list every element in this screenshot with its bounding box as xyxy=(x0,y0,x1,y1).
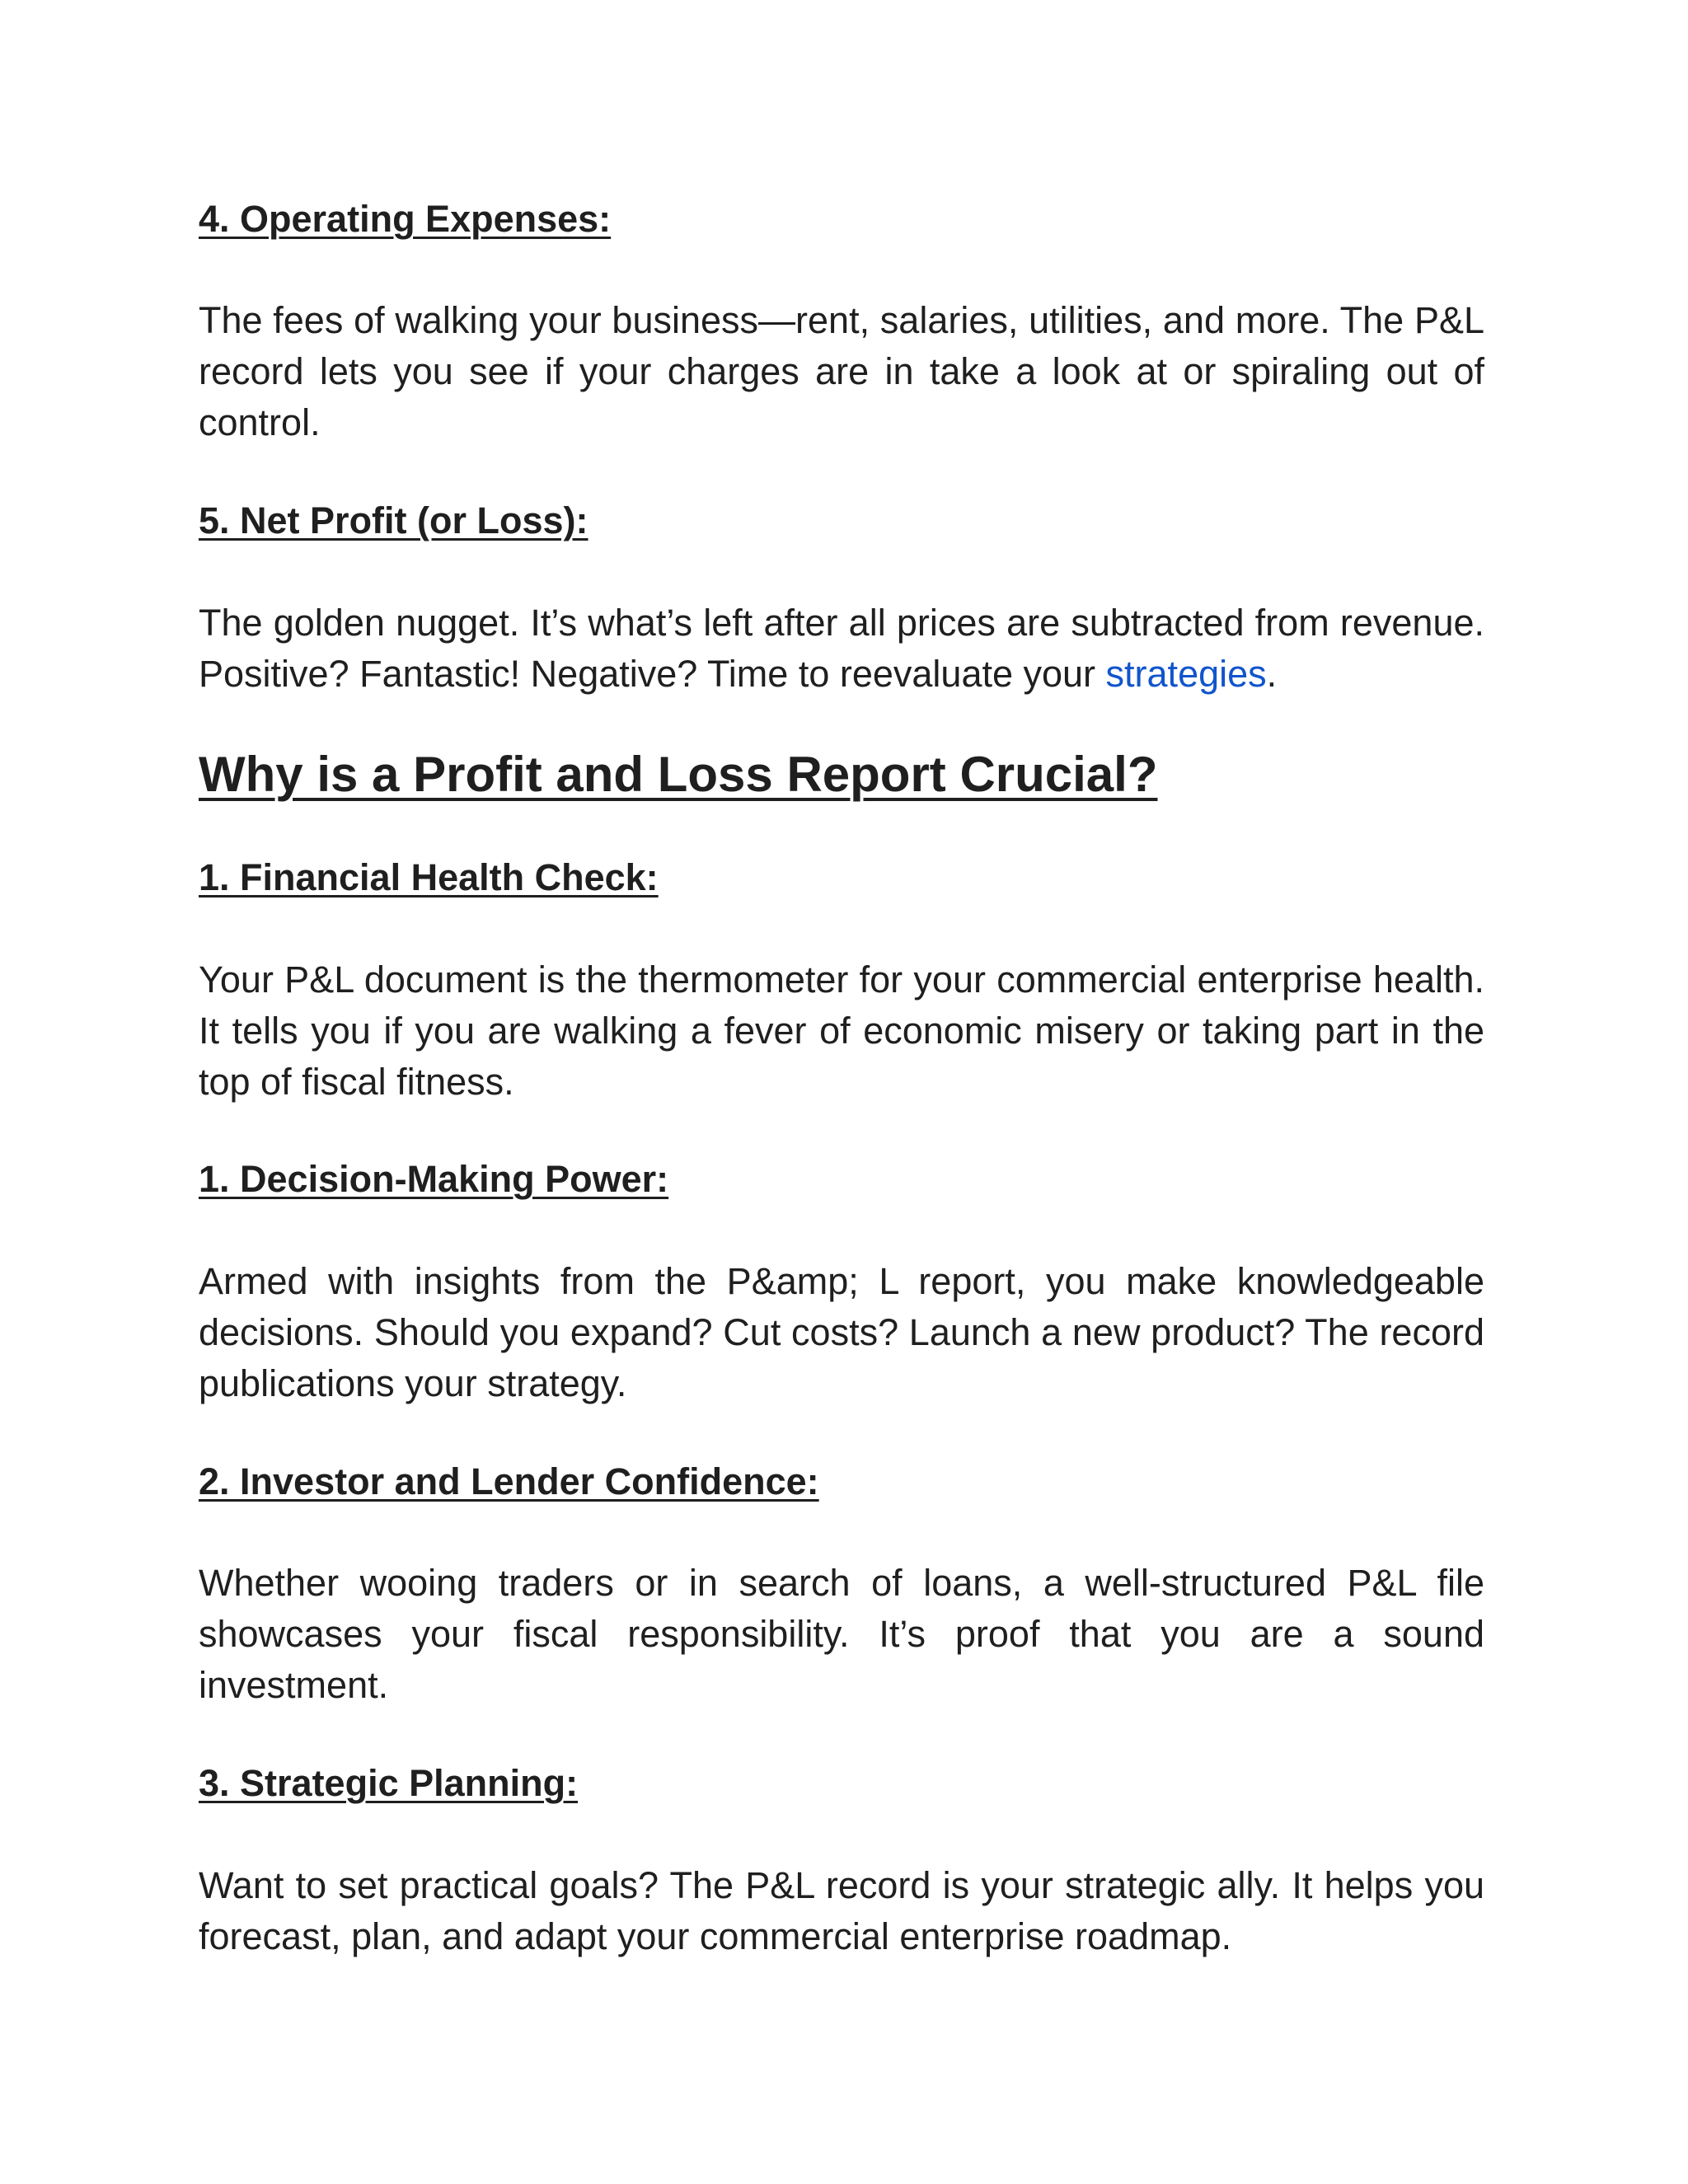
paragraph-decision-making: Armed with insights from the P&amp; L report, you make knowledgeable decisions. Should you expand? Cut costs? Launch a new product? The record publications your strategy. xyxy=(199,1260,1484,1404)
section-heading-investor-confidence: 2. Investor and Lender Confidence: xyxy=(199,1460,819,1502)
section-heading-strategic-planning: 3. Strategic Planning: xyxy=(199,1762,579,1804)
paragraph-investor-confidence: Whether wooing traders or in search of loans, a well-structured P&L file showcases your fiscal responsibility. It’s proof that you are a sound investment. xyxy=(199,1562,1484,1706)
section-title-why-crucial: Why is a Profit and Loss Report Crucial? xyxy=(199,747,1158,802)
paragraph-net-profit xyxy=(199,598,1484,700)
paragraph-strategic-planning: Want to set practical goals? The P&L record is your strategic ally. It helps you forecast, plan, and adapt your commercial enterprise roadmap. xyxy=(199,1864,1484,1957)
section-heading-financial-health: 1. Financial Health Check: xyxy=(199,856,659,898)
strategies-link[interactable]: strategies xyxy=(1105,653,1267,695)
paragraph-operating-expenses: The fees of walking your business—rent, salaries, utilities, and more. The P&L record lets you see if your charges are in take a look at or spiraling out of control. xyxy=(199,299,1484,443)
section-heading-net-profit: 5. Net Profit (or Loss): xyxy=(199,499,588,541)
section-heading-operating-expenses: 4. Operating Expenses: xyxy=(199,198,612,240)
section-heading-decision-making: 1. Decision-Making Power: xyxy=(199,1158,669,1200)
paragraph-net-profit-end: . xyxy=(1266,653,1278,695)
paragraph-financial-health: Your P&L document is the thermometer for your commercial enterprise health. It tells you if you are walking a fever of economic misery or taking part in the top of fiscal fitness. xyxy=(199,958,1484,1103)
paragraph-net-profit-text: The golden nugget. It’s what’s left after all prices are subtracted from revenue. Positive? Fantastic! Negative? Time to reevaluate your xyxy=(199,602,1484,695)
